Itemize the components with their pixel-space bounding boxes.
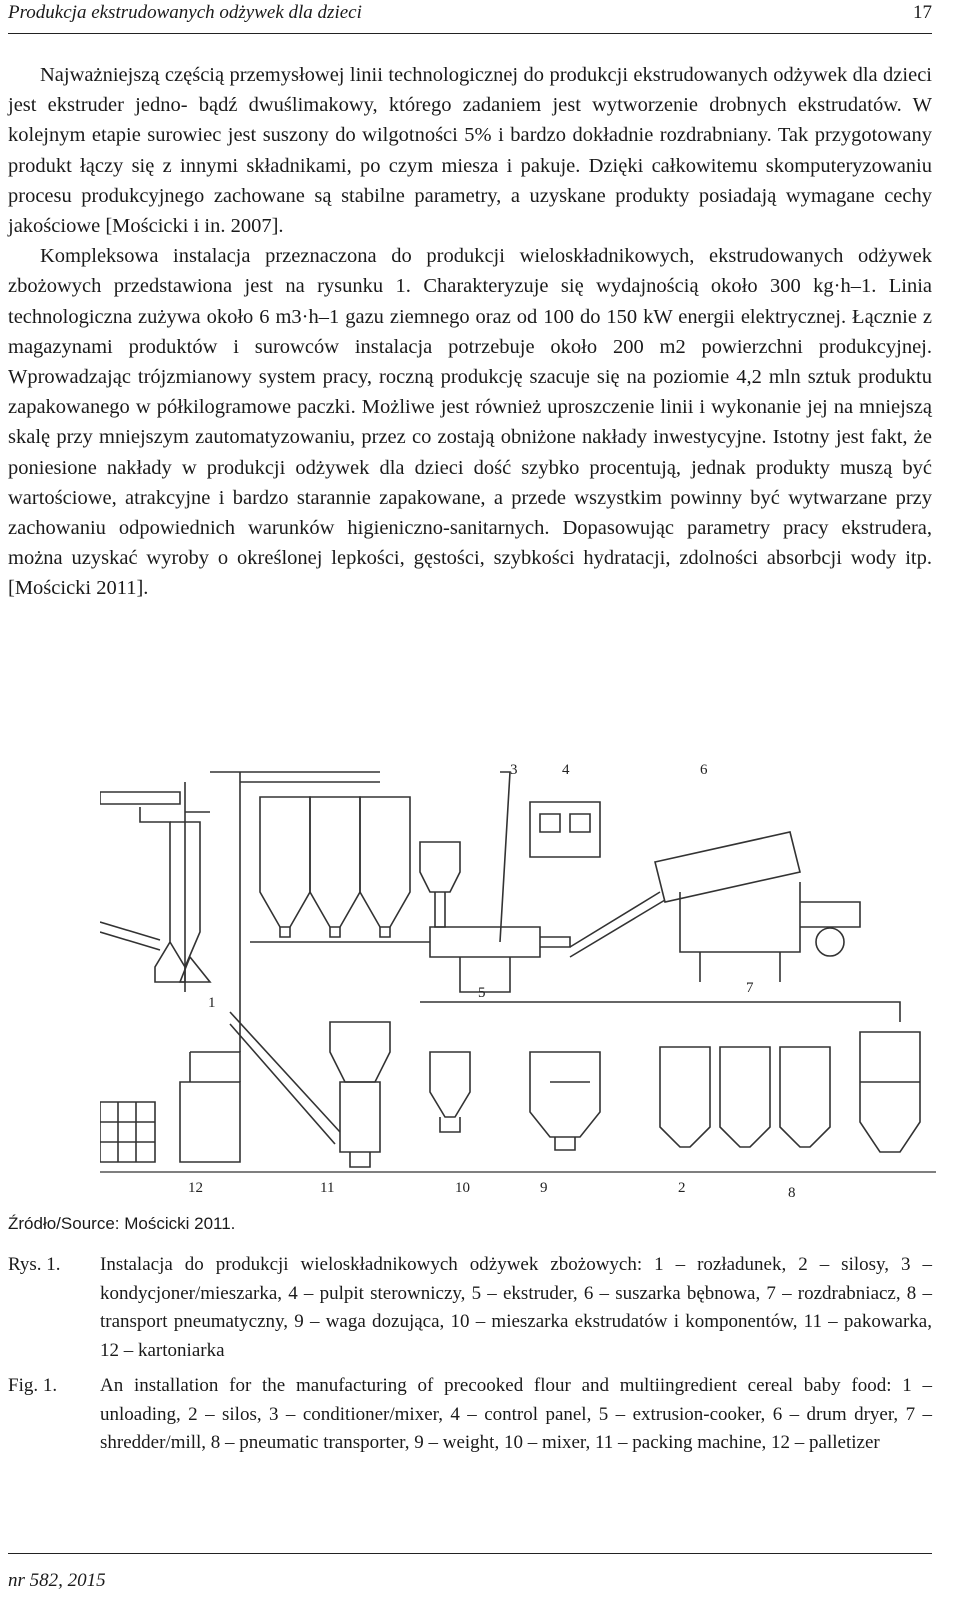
paragraph-2: Kompleksowa instalacja przeznaczona do produkcji wieloskładnikowych, ekstrudowanych odżywek zbożowych przedstawiona jest na rysunku 1. Charakteryzuje się wydajnością około 300 kg·h–1. Linia technologiczna zużywa około 6 m3·h–1 gazu ziemnego oraz od 100 do 150 kW energii elektrycznej. Łącznie z magazynami produktów i surowców instalacja potrzebuje około 200 m2 powierzchni produkcyjnej. Wprowadzając trójzmianowy system pracy, roczną produkcję szacuje się na poziomie 4,2 mln sztuk produktu zapakowanego w półkilogramowe paczki. Możliwe jest również uproszczenie linii i wykonanie jej na mniejszą skalę przy mniejszym zautomatyzowaniu, przez co zostają obniżone nakłady inwestycyjne. Istotny jest fakt, że poniesione nakłady w produkcji odżywek dla dzieci dość szybko procentują, jednak produkty muszą być wartościowe, atrakcyjne i bardzo starannie zapakowane, a przede wszystkim powinny być wytwarzane przy zachowaniu odpowiednich warunków higieniczno-sanitarnych. Dopasowując parametry pracy ekstrudera, można uzyskać wyroby o określonej lepkości, gęstości, szybkości hydratacji, zdolności absorbcji wody itp. [Mościcki 2011]. bbox=[8, 245, 932, 600]
label-8: 8 bbox=[788, 1185, 796, 1201]
label-4: 4 bbox=[562, 762, 570, 778]
body-text bbox=[8, 60, 932, 604]
label-5: 5 bbox=[478, 985, 486, 1001]
silo-bottom-2 bbox=[720, 1047, 770, 1147]
figure-source: Źródło/Source: Mościcki 2011. bbox=[8, 1214, 236, 1233]
pneumatic-silo bbox=[860, 1032, 920, 1152]
label-11: 11 bbox=[320, 1180, 335, 1196]
silo-bottom-1 bbox=[660, 1047, 710, 1147]
label-2: 2 bbox=[678, 1180, 686, 1196]
label-12: 12 bbox=[188, 1180, 203, 1196]
label-7: 7 bbox=[746, 980, 754, 996]
issue-footer: nr 582, 2015 bbox=[8, 1570, 106, 1591]
mixer-hopper bbox=[330, 1022, 390, 1082]
label-9: 9 bbox=[540, 1180, 548, 1196]
silo-bottom-3 bbox=[780, 1047, 830, 1147]
caption-english bbox=[8, 1372, 932, 1458]
page-number: 17 bbox=[913, 2, 932, 23]
unloading-column bbox=[140, 807, 185, 982]
label-10: 10 bbox=[455, 1180, 470, 1196]
process-line-figure bbox=[100, 752, 936, 1207]
label-6: 6 bbox=[700, 762, 708, 778]
extruder-barrel bbox=[430, 927, 540, 957]
silo-1 bbox=[260, 797, 310, 927]
running-head bbox=[8, 2, 932, 24]
caption-polish bbox=[8, 1251, 932, 1365]
conditioner-hopper bbox=[420, 842, 460, 892]
palletizer bbox=[100, 1102, 155, 1162]
caption-english-label: Fig. 1. bbox=[8, 1375, 58, 1396]
drum-dryer bbox=[655, 832, 800, 902]
unloading-conveyor bbox=[100, 792, 180, 804]
pneumatic-pipe bbox=[210, 772, 380, 1052]
running-title: Produkcja ekstrudowanych odżywek dla dzieci bbox=[8, 2, 362, 23]
packing-conveyor bbox=[230, 1012, 340, 1144]
dryer-conveyor bbox=[570, 892, 665, 957]
carton-station bbox=[180, 1082, 240, 1162]
caption-polish-text: Instalacja do produkcji wieloskładnikowych odżywek zbożowych: 1 – rozładunek, 2 – silosy, 3 – kondycjoner/mieszarka, 4 – pulpit sterowniczy, 5 – ekstruder, 6 – suszarka bębnowa, 7 – rozdrabniacz, 8 – transport pneumatyczny, 9 – waga dozująca, 10 – mieszarka ekstrudatów i komponentów, 11 – pakowarka, 12 – kartoniarka bbox=[100, 1254, 932, 1361]
paragraph-1: Najważniejszą częścią przemysłowej linii technologicznej do produkcji ekstrudowanych odżywek dla dzieci jest ekstruder jedno- bądź dwuślimakowy, którego zadaniem jest wytworzenie drobnych ekstrudatów. W kolejnym etapie surowiec jest suszony do wilgotności 5% i bardzo dokładnie rozdrabniany. Tak przygotowany produkt łączy się z innymi składnikami, po czym miesza i pakuje. Dzięki całkowitemu skomputeryzowaniu procesu produkcyjnego zachowane są stabilne parametry, a uzyskane produkty posiadają wymagane cechy jakościowe [Mościcki i in. 2007]. bbox=[8, 64, 932, 238]
extrudate-mixer bbox=[430, 1052, 470, 1117]
shredder-mill bbox=[816, 928, 844, 956]
label-3: 3 bbox=[510, 762, 518, 778]
silo-2 bbox=[310, 797, 360, 927]
feed-chute bbox=[100, 922, 160, 950]
label-1: 1 bbox=[208, 995, 216, 1011]
dosing-scale bbox=[530, 1052, 600, 1137]
caption-english-text: An installation for the manufacturing of precooked flour and multiingredient cereal baby food: 1 – unloading, 2 – silos, 3 – conditioner/mixer, 4 – control panel, 5 – extrusion-cooker, 6 – drum dryer, 7 – shredder/mill, 8 – pneumatic transporter, 9 – weight, 10 – mixer, 11 – packing machine, 12 – palletizer bbox=[100, 1375, 932, 1453]
installation-drawing bbox=[100, 752, 936, 1207]
caption-polish-label: Rys. 1. bbox=[8, 1254, 61, 1275]
silo-3 bbox=[360, 797, 410, 927]
header-rule bbox=[8, 33, 932, 34]
footer-rule bbox=[8, 1553, 932, 1554]
